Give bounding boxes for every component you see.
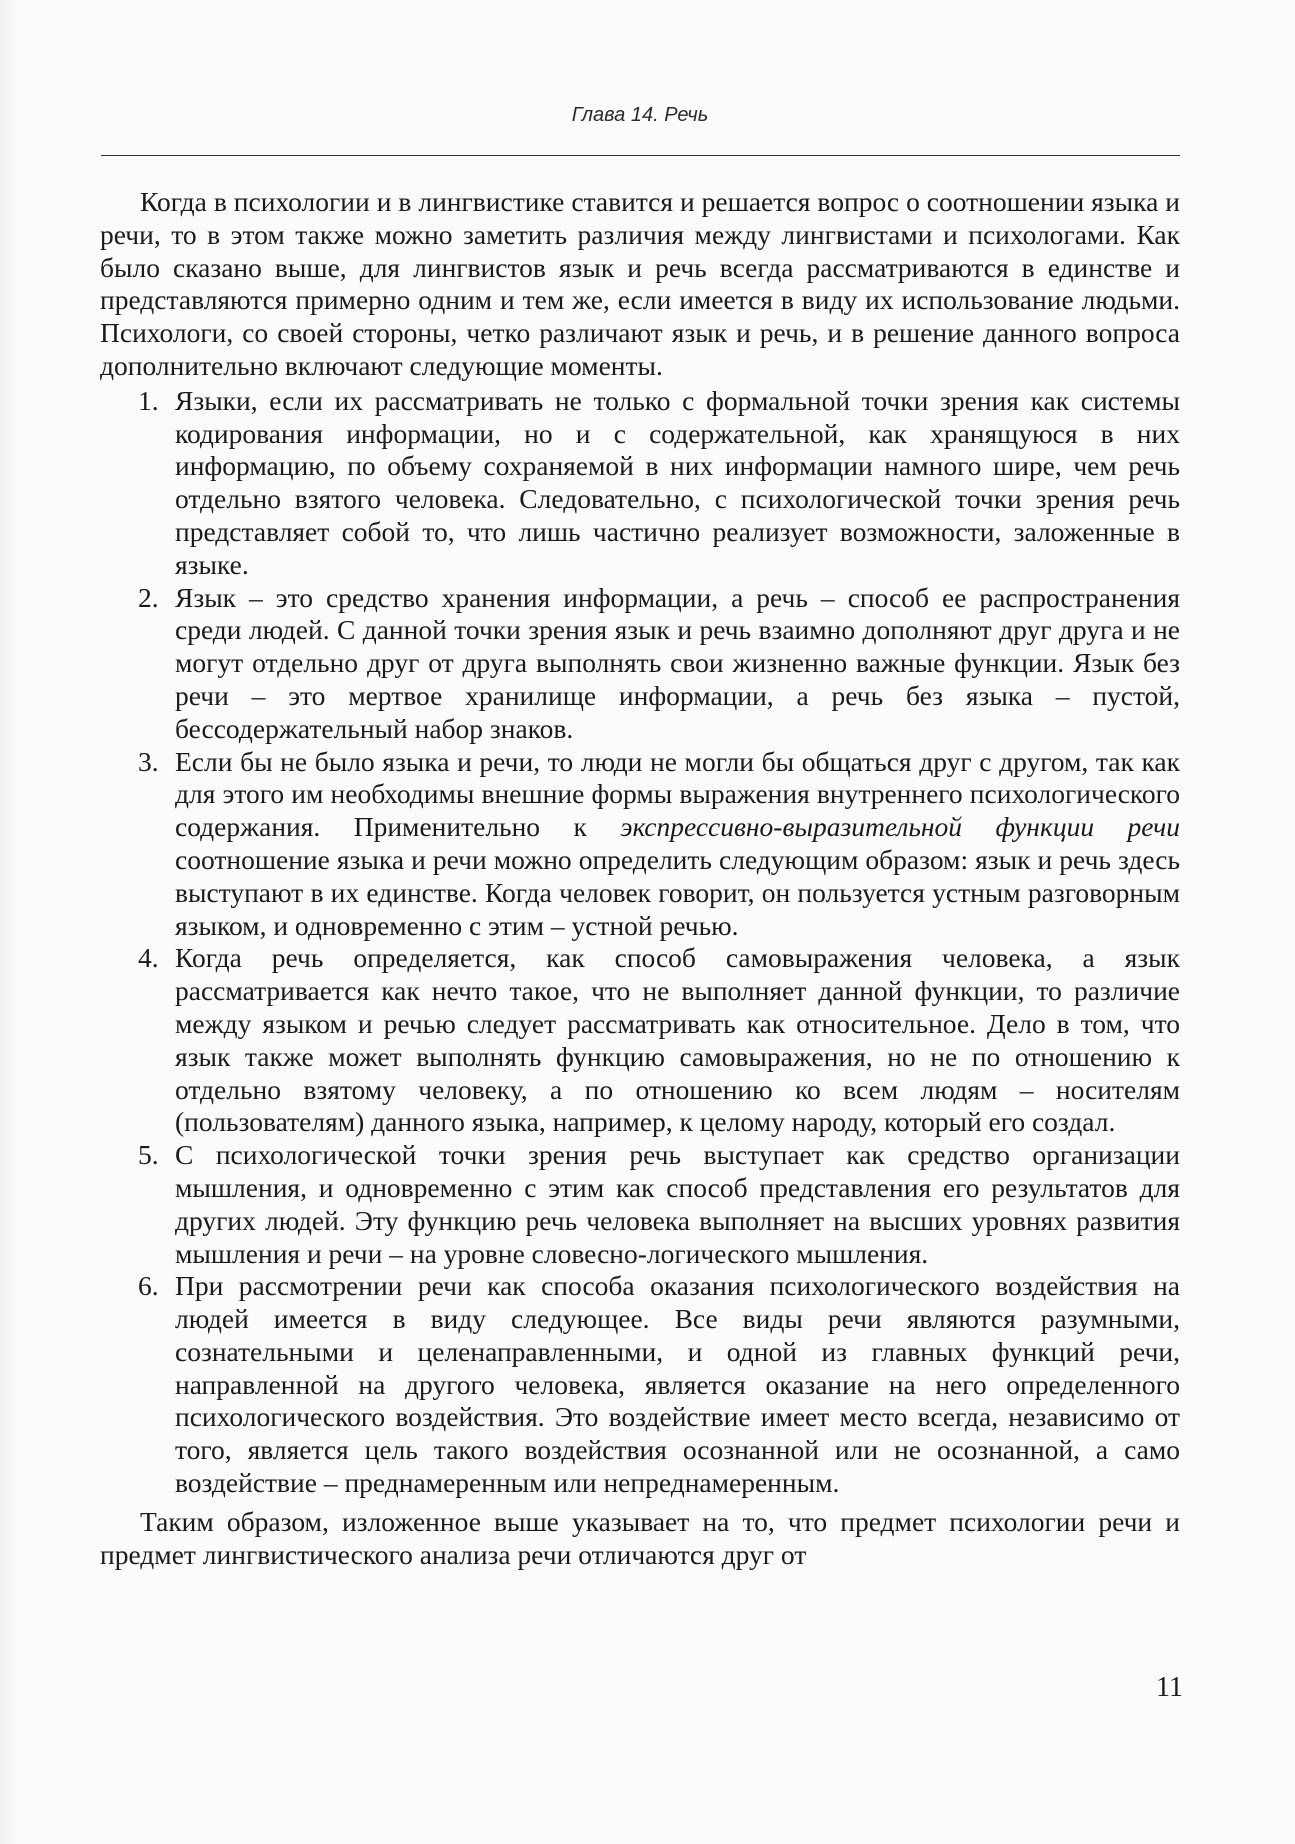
list-item-text: Когда речь определяется, как способ самовыражения человека, а язык рассматривается как нечто такое, что не выполняет данной функции, то различие между языком и речью следует рассматривать как относительное. Дело в том, что язык также может выполнять функцию самовыражения, но не по отношению к отдельно взятому человеку, а по отношению ко всем людям – носителям (пользователям) данного языка, например, к целому народу, который его создал. (175, 942, 1180, 1138)
list-item-text: Языки, если их рассматривать не только с формальной точки зрения как системы кодирования информации, но и с содержательной, как хранящуюся в них информацию, по объему сохраняемой в них информации намного шире, чем речь отдельно взятого человека. Следовательно, с психологической точки зрения речь представляет собой то, что лишь частично реализует возможности, заложенные в языке. (175, 384, 1180, 580)
list-item-number: 6. (138, 1270, 159, 1302)
intro-paragraph: Когда в психологии и в лингвистике ставится и решается вопрос о соотношении языка и речи, то в этом также можно заметить различия между лингвистами и психологами. Как было сказано выше, для лингвистов язык и речь всегда рассматриваются в единстве и представляются примерно одним и тем же, если имеется в виду их использование людьми. Психологи, со своей стороны, четко различают язык и речь, и в решение данного вопроса дополнительно включают следующие моменты. (100, 186, 1180, 381)
list-item-text: С психологической точки зрения речь выступает как средство организации мышления, и одновременно с этим как способ представления его результатов для других людей. Эту функцию речь человека выполняет на высших уровнях развития мышления и речи – на уровне словесно-логического мышления. (175, 1139, 1180, 1269)
list-item (100, 746, 1180, 943)
running-head: Глава 14. Речь (571, 104, 709, 126)
list-item (100, 1139, 1180, 1270)
list-item-text: Язык – это средство хранения информации, а речь – способ ее распространения среди людей. С данной точки зрения язык и речь взаимно дополняют друг друга и не могут отдельно друг от друга выполнять свои жизненно важные функции. Язык без речи – это мертвое хранилище информации, а речь без языка – пустой, бессодержательный набор знаков. (175, 581, 1180, 744)
numbered-list (100, 385, 1180, 1500)
conclusion-paragraph: Таким образом, изложенное выше указывает на то, что предмет психологии речи и предмет лингвистического анализа речи отличаются друг от (100, 1505, 1180, 1570)
list-item (100, 385, 1180, 582)
page-edge-shadow (0, 0, 18, 1844)
body-text (100, 186, 1180, 1571)
list-item-text: Если бы не было языка и речи, то люди не могли бы общаться друг с другом, так как для этого им необходимы внешние формы выражения внутреннего психологического содержания. Применительно к (175, 745, 1180, 843)
list-item (100, 1270, 1180, 1500)
header-rule (101, 155, 1180, 156)
list-item-number: 3. (138, 745, 159, 777)
list-item-number: 1. (138, 384, 159, 416)
list-item-text: соотношение языка и речи можно определить следующим образом: язык и речь здесь выступают в их единстве. Когда человек говорит, он пользуется устным разговорным языком, и одновременно с этим – устной речью. (175, 843, 1180, 941)
list-item-number: 2. (138, 581, 159, 613)
page-number: 11 (1156, 1672, 1183, 1703)
list-item-number: 5. (138, 1139, 159, 1171)
emphasized-term: экспрессивно-выразительной функции речи (620, 811, 1180, 843)
list-item (100, 942, 1180, 1139)
list-item-text: При рассмотрении речи как способа оказания психологического воздействия на людей имеется в виду следующее. Все виды речи являются разумными, сознательными и целенаправленными, и одной из главных функций речи, направленной на другого человека, является оказание на него определенного психологического воздействия. Это воздействие имеет место всегда, независимо от того, является цель такого воздействия осознанной или не осознанной, а само воздействие – преднамеренным или непреднамеренным. (175, 1270, 1180, 1499)
list-item-number: 4. (138, 942, 159, 974)
list-item (100, 582, 1180, 746)
